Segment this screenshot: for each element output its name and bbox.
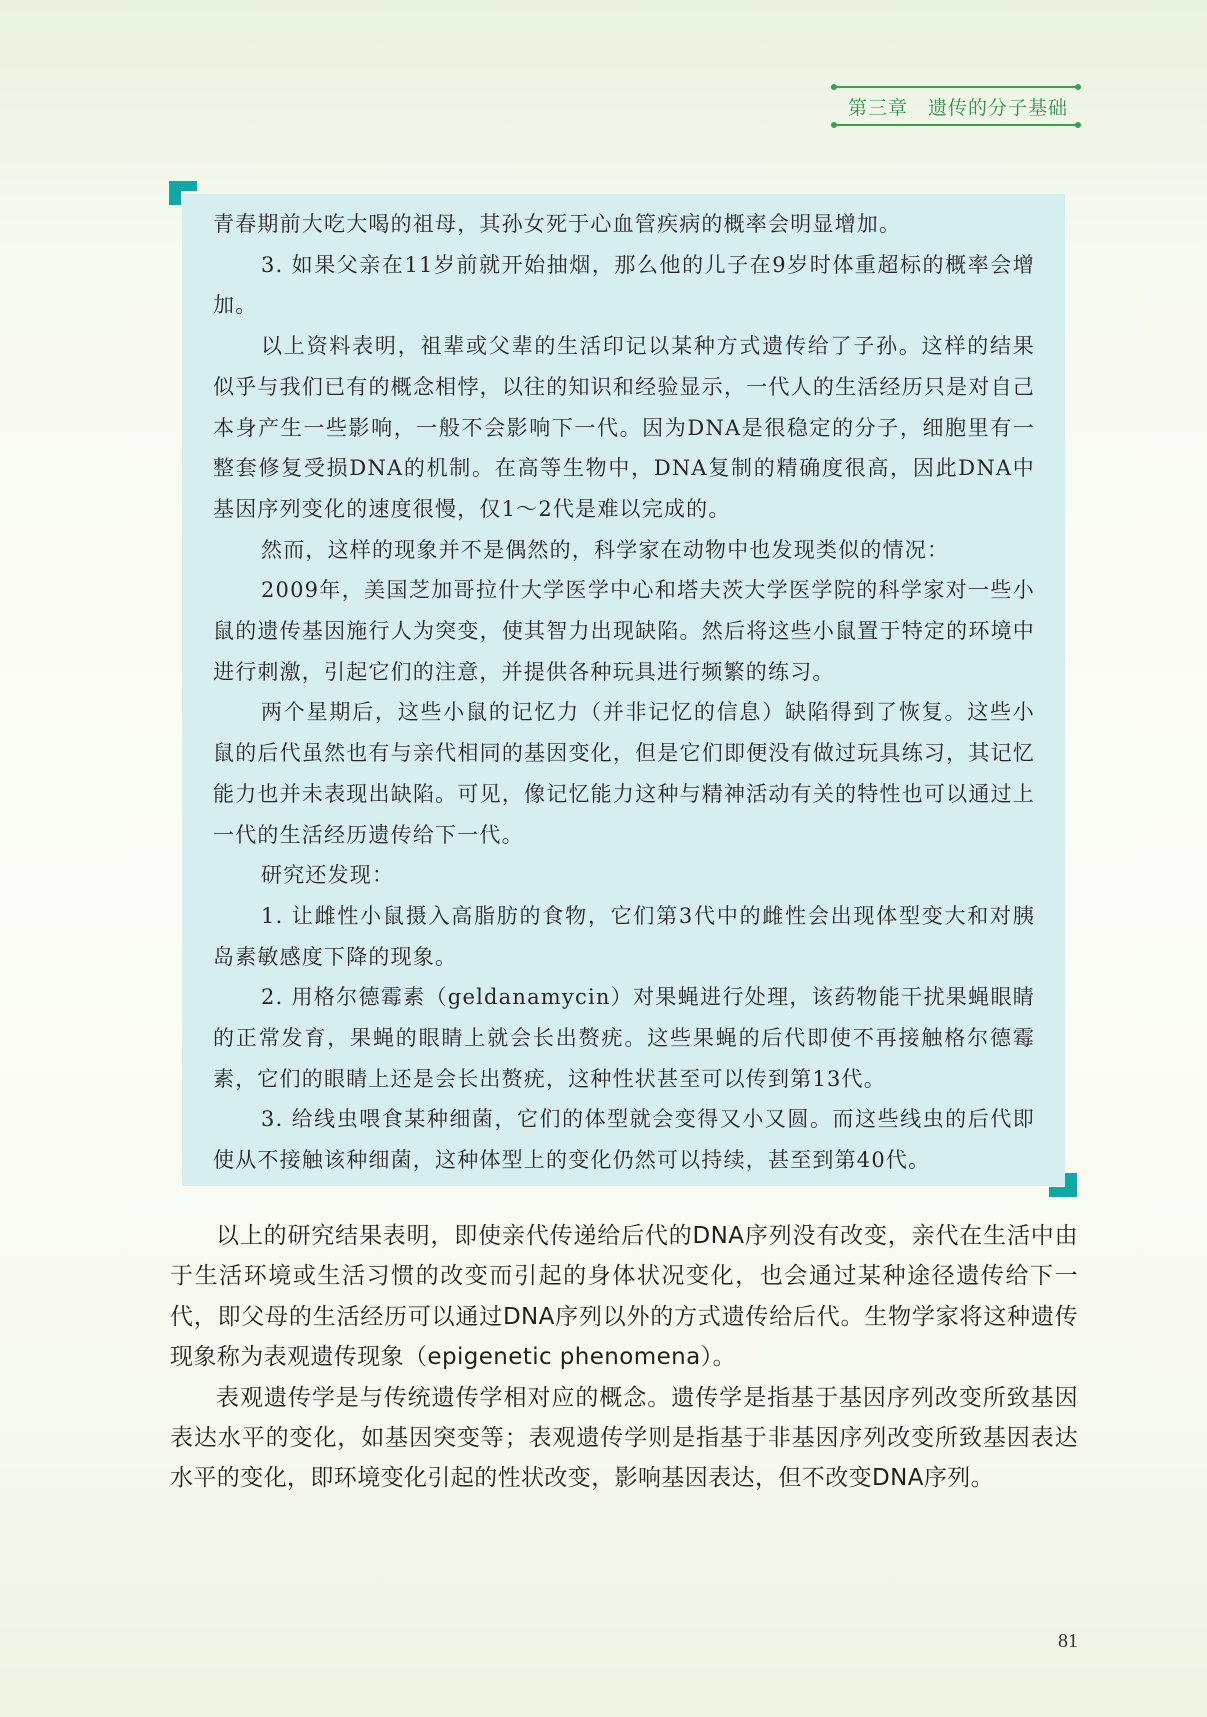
box-paragraph: 2. 用格尔德霉素（geldanamycin）对果蝇进行处理，该药物能干扰果蝇眼睛的正常发育，果蝇的眼睛上就会长出赘疣。这些果蝇的后代即使不再接触格尔德霉素，它们的眼睛上还是会长出赘疣，这种性状甚至可以传到第13代。 bbox=[213, 985, 1035, 1091]
box-paragraph: 3. 给线虫喂食某种细菌，它们的体型就会变得又小又圆。而这些线虫的后代即使从不接触该种细菌，这种体型上的变化仍然可以持续，甚至到第40代。 bbox=[213, 1107, 1035, 1173]
box-paragraph: 2009年，美国芝加哥拉什大学医学中心和塔夫茨大学医学院的科学家对一些小鼠的遗传基因施行人为突变，使其智力出现缺陷。然后将这些小鼠置于特定的环境中进行刺激，引起它们的注意，并提供各种玩具进行频繁的练习。 bbox=[213, 578, 1035, 684]
box-paragraph: 3. 如果父亲在11岁前就开始抽烟，那么他的儿子在9岁时体重超标的概率会增加。 bbox=[213, 252, 1035, 318]
header-rule-top bbox=[834, 86, 1078, 88]
body-paragraph: 表观遗传学是与传统遗传学相对应的概念。遗传学是指基于基因序列改变所致基因表达水平的变化，如基因突变等；表观遗传学则是指基于非基因序列改变所致基因表达水平的变化，即环境变化引起的性状改变，影响基因表达，但不改变DNA序列。 bbox=[170, 1384, 1078, 1492]
reading-box-text bbox=[213, 204, 1035, 1181]
box-paragraph: 然而，这样的现象并不是偶然的，科学家在动物中也发现类似的情况： bbox=[261, 537, 950, 562]
page-number: 81 bbox=[1058, 1630, 1078, 1652]
header-rule-bottom bbox=[834, 124, 1078, 126]
chapter-title bbox=[848, 93, 1068, 120]
box-corner-bottom-right bbox=[1049, 1173, 1077, 1197]
chapter-number: 第三章 bbox=[848, 97, 909, 119]
body-paragraph: 以上的研究结果表明，即使亲代传递给后代的DNA序列没有改变，亲代在生活中由于生活环境或生活习惯的改变而引起的身体状况变化，也会通过某种途径遗传给下一代，即父母的生活经历可以通过DNA序列以外的方式遗传给后代。生物学家将这种遗传现象称为表观遗传现象（epigenetic phenomena）。 bbox=[170, 1223, 1078, 1371]
box-paragraph: 两个星期后，这些小鼠的记忆力（并非记忆的信息）缺陷得到了恢复。这些小鼠的后代虽然也有与亲代相同的基因变化，但是它们即便没有做过玩具练习，其记忆能力也并未表现出缺陷。可见，像记忆能力这种与精神活动有关的特性也可以通过上一代的生活经历遗传给下一代。 bbox=[213, 700, 1035, 847]
box-paragraph: 青春期前大吃大喝的祖母，其孙女死于心血管疾病的概率会明显增加。 bbox=[213, 212, 902, 236]
chapter-header bbox=[834, 86, 1078, 126]
box-paragraph: 研究还发现： bbox=[261, 863, 395, 888]
body-text bbox=[170, 1216, 1078, 1499]
box-paragraph: 1. 让雌性小鼠摄入高脂肪的食物，它们第3代中的雌性会出现体型变大和对胰岛素敏感度下降的现象。 bbox=[213, 903, 1035, 969]
box-corner-top-left bbox=[169, 181, 197, 205]
box-paragraph: 以上资料表明，祖辈或父辈的生活印记以某种方式遗传给了子孙。这样的结果似乎与我们已有的概念相悖，以往的知识和经验显示，一代人的生活经历只是对自己本身产生一些影响，一般不会影响下一代。因为DNA是很稳定的分子，细胞里有一整套修复受损DNA的机制。在高等生物中，DNA复制的精确度很高，因此DNA中基因序列变化的速度很慢，仅1～2代是难以完成的。 bbox=[213, 334, 1035, 521]
chapter-name: 遗传的分子基础 bbox=[928, 97, 1069, 119]
